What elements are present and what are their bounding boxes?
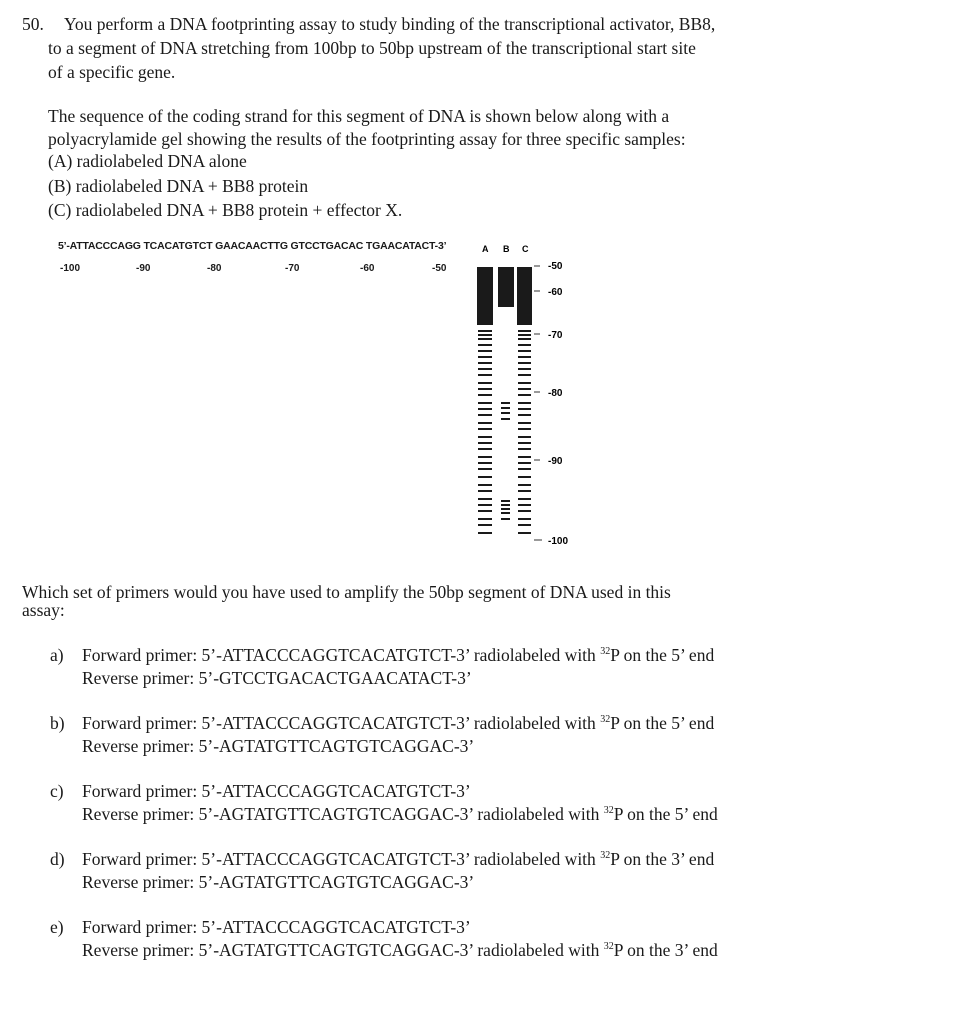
question-text-line-3: of a specific gene. [48,62,176,82]
gel-band [501,512,510,514]
reverse-label-end: P on the 3’ end [613,940,718,960]
question-text-line-1: You perform a DNA footprinting assay to study binding of the transcriptional activator, BB8, [64,14,716,34]
position-label: -50 [432,263,447,274]
gel-band [478,476,492,478]
dna-sequence: 5’-ATTACCCAGG TCACATGTCT GAACAACTTG GTCCTGACAC TGAACATACT-3’ [58,240,447,252]
gel-band [478,468,492,470]
gel-band [518,504,531,506]
option-reverse-primer [82,736,474,757]
gel-band [518,408,531,410]
gel-band [478,518,492,520]
reverse-primer-sequence: Reverse primer: 5’-AGTATGTTCAGTGTCAGGAC-3’ [82,804,473,824]
marker-label: -50 [548,261,563,272]
gel-band [518,524,531,526]
gel-band [478,422,492,424]
gel-band [518,356,531,358]
gel-band [478,448,492,450]
lane-c-smear [517,267,532,325]
gel-band [518,456,531,458]
gel-band [501,412,510,414]
isotope-superscript: 32 [603,805,614,817]
question-text-line-2: to a segment of DNA stretching from 100bp to 50bp upstream of the transcriptional start site [48,38,696,58]
reverse-primer-sequence: Reverse primer: 5’-GTCCTGACACTGAACATACT-3’ [82,668,472,688]
forward-label-text: radiolabeled with [469,645,601,665]
marker-label: -80 [548,388,563,399]
gel-band [518,510,531,512]
gel-band [518,334,531,336]
gel-band [478,382,492,384]
reverse-label-end: P on the 5’ end [613,804,718,824]
gel-band [478,402,492,404]
lane-a-smear [477,267,493,325]
option-forward-primer [82,781,471,802]
gel-band [478,484,492,486]
forward-primer-sequence: Forward primer: 5’-ATTACCCAGGTCACATGTCT-3’ [82,781,471,801]
position-label: -90 [136,263,151,274]
reverse-label-text: radiolabeled with [472,940,604,960]
forward-label-end: P on the 5’ end [610,713,715,733]
gel-band [518,338,531,340]
gel-band [518,344,531,346]
reverse-primer-sequence: Reverse primer: 5’-AGTATGTTCAGTGTCAGGAC-3’ [82,736,475,756]
gel-band [518,498,531,500]
gel-band [518,402,531,404]
gel-band [501,418,510,420]
gel-band [478,334,492,336]
gel-band [518,428,531,430]
option-forward-primer [82,849,714,870]
gel-band [501,508,510,510]
gel-band [478,524,492,526]
gel-band [518,422,531,424]
gel-band [518,368,531,370]
isotope-superscript: 32 [600,850,611,862]
gel-band [518,448,531,450]
gel-band [478,362,492,364]
gel-band [518,462,531,464]
sample-c: (C) radiolabeled DNA + BB8 protein + effector X. [48,200,403,220]
reverse-primer-sequence: Reverse primer: 5’-AGTATGTTCAGTGTCAGGAC-3’ [82,940,473,960]
gel-band [501,407,510,409]
forward-label-text: radiolabeled with [469,849,601,869]
gel-band [478,344,492,346]
forward-primer-sequence: Forward primer: 5’-ATTACCCAGGTCACATGTCT-3’ [82,849,470,869]
prompt-line-2: assay: [22,600,65,620]
gel-band [518,442,531,444]
sample-a: (A) radiolabeled DNA alone [48,151,247,171]
option-forward-primer [82,917,471,938]
setup-text-line-2: polyacrylamide gel showing the results of the footprinting assay for three specific samples: [48,129,686,149]
isotope-superscript: 32 [600,714,611,726]
forward-label-text: radiolabeled with [469,713,601,733]
gel-band [478,442,492,444]
gel-band [478,330,492,332]
gel-band [478,414,492,416]
option-reverse-primer [82,668,472,689]
marker-label: -70 [548,330,563,341]
gel-band [501,500,510,502]
gel-band [501,402,510,404]
marker-label: -90 [548,456,563,467]
option-letter: e) [50,917,64,937]
gel-band [478,490,492,492]
gel-band [518,330,531,332]
gel-band [518,414,531,416]
gel-band [478,374,492,376]
gel-band [518,476,531,478]
lane-b-smear [498,267,514,307]
gel-band [478,350,492,352]
forward-label-end: P on the 5’ end [610,645,715,665]
lane-label-a: A [482,244,489,254]
question-number: 50. [22,14,44,34]
marker-label: -100 [548,536,569,547]
position-label: -80 [207,263,222,274]
option-letter: c) [50,781,64,801]
gel-band [518,468,531,470]
footprinting-gel [470,242,590,552]
option-reverse-primer [82,804,718,825]
gel-band [518,362,531,364]
gel-band [478,436,492,438]
gel-band [518,532,531,534]
gel-band [478,338,492,340]
sample-b: (B) radiolabeled DNA + BB8 protein [48,176,309,196]
option-reverse-primer [82,940,718,961]
forward-primer-sequence: Forward primer: 5’-ATTACCCAGGTCACATGTCT-3’ [82,645,470,665]
lane-c-bands [518,330,531,534]
marker-label: -60 [548,287,563,298]
forward-primer-sequence: Forward primer: 5’-ATTACCCAGGTCACATGTCT-3’ [82,917,471,937]
gel-band [478,462,492,464]
gel-band [518,484,531,486]
gel-band [478,368,492,370]
option-reverse-primer [82,872,474,893]
gel-band [518,518,531,520]
gel-band [478,356,492,358]
gel-band [518,388,531,390]
forward-primer-sequence: Forward primer: 5’-ATTACCCAGGTCACATGTCT-3’ [82,713,470,733]
gel-band [478,428,492,430]
gel-band [478,510,492,512]
gel-band [478,456,492,458]
position-label: -100 [60,263,81,274]
gel-band [478,498,492,500]
lane-label-c: C [522,244,529,254]
isotope-superscript: 32 [603,941,614,953]
option-forward-primer [82,713,714,734]
gel-band [518,374,531,376]
option-forward-primer [82,645,714,666]
isotope-superscript: 32 [600,646,611,658]
gel-band [478,408,492,410]
lane-label-b: B [503,244,510,254]
gel-band [518,382,531,384]
position-label: -70 [285,263,300,274]
gel-band [501,518,510,520]
forward-label-end: P on the 3’ end [610,849,715,869]
option-letter: d) [50,849,65,869]
gel-band [518,350,531,352]
lane-a-bands [478,330,492,534]
gel-band [501,504,510,506]
option-letter: b) [50,713,65,733]
setup-text-line-1: The sequence of the coding strand for this segment of DNA is shown below along with a [48,106,670,126]
gel-band [518,394,531,396]
gel-band [478,504,492,506]
gel-band [518,490,531,492]
gel-band [478,532,492,534]
gel-band [478,388,492,390]
lane-b-bands [501,402,510,520]
gel-band [478,394,492,396]
gel-band [518,436,531,438]
reverse-label-text: radiolabeled with [472,804,604,824]
prompt-line-1: Which set of primers would you have used to amplify the 50bp segment of DNA used in this [22,582,671,602]
reverse-primer-sequence: Reverse primer: 5’-AGTATGTTCAGTGTCAGGAC-3’ [82,872,475,892]
position-label: -60 [360,263,375,274]
option-letter: a) [50,645,64,665]
